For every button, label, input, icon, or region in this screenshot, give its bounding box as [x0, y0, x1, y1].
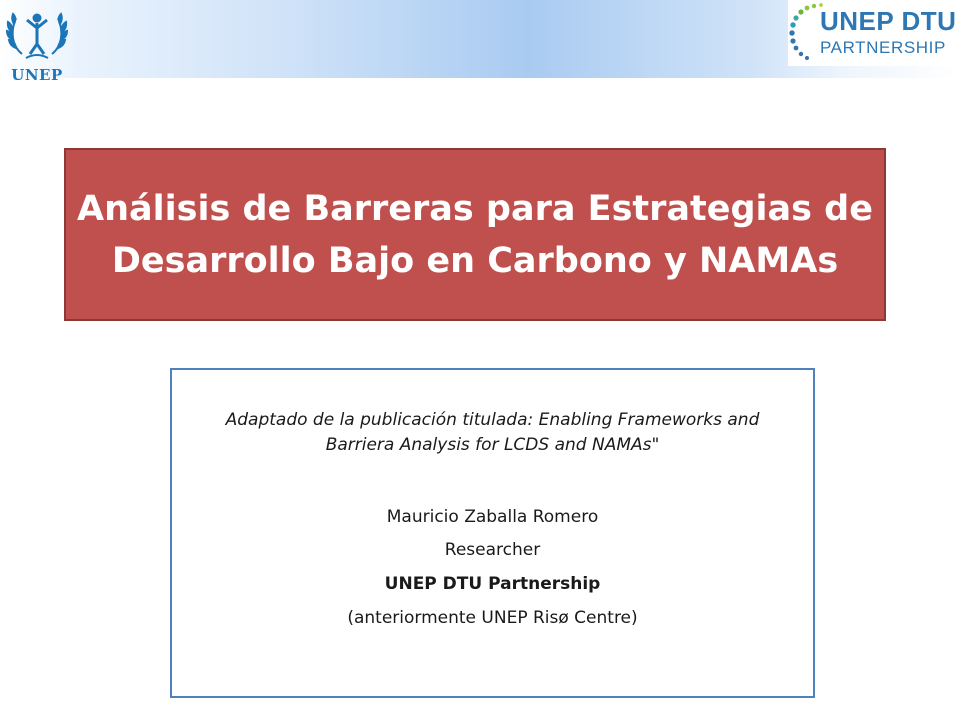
unep-wreath-icon [6, 4, 68, 66]
unep-logo-text: UNEP [11, 66, 63, 84]
organization-name: UNEP DTU Partnership [384, 574, 601, 594]
organization-former-name: (anteriormente UNEP Risø Centre) [347, 608, 638, 628]
slide-title [57, 183, 893, 287]
slide-title-line-1: Análisis de Barreras para Estrategias de [77, 188, 873, 229]
title-box [64, 148, 886, 321]
publication-note [172, 408, 813, 458]
publication-note-line-1: Adaptado de la publicación titulada: Enabling Frameworks and [225, 410, 760, 430]
unep-logo [6, 4, 68, 88]
author-name: Mauricio Zaballa Romero [386, 507, 599, 527]
slide-title-line-2: Desarrollo Bajo en Carbono y NAMAs [111, 240, 839, 281]
partner-logo-subtitle: PARTNERSHIP [820, 38, 946, 57]
partner-logo-title: UNEP DTU [820, 6, 957, 36]
unep-dtu-partnership-logo [788, 0, 956, 66]
publication-note-line-2: Barriera Analysis for LCDS and NAMAs" [325, 435, 660, 455]
info-box [170, 368, 815, 698]
author-role: Researcher [444, 540, 541, 560]
